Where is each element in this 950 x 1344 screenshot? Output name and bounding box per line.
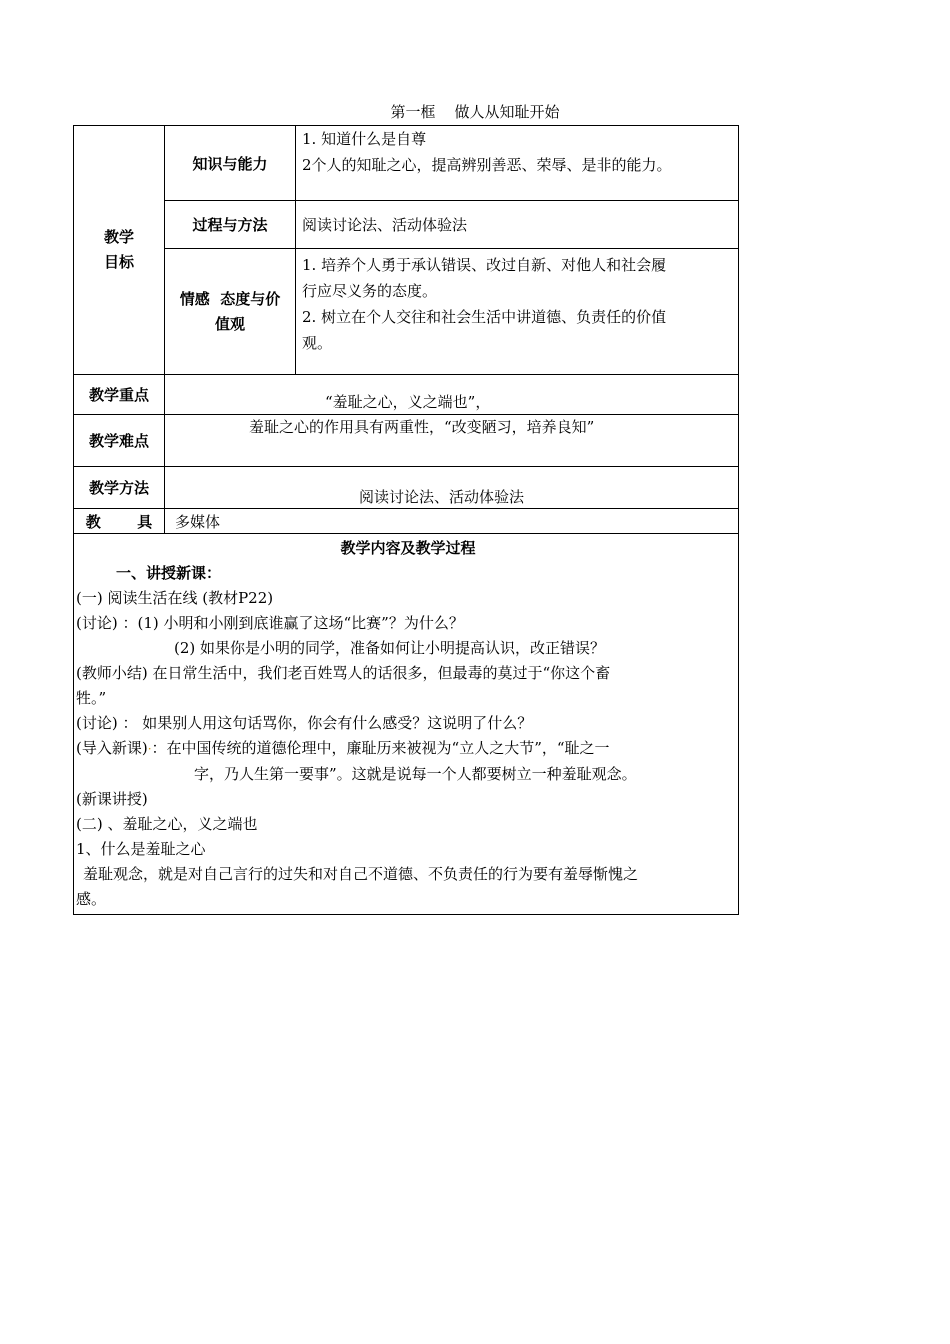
objectives-label-line2: 目标 (103, 253, 134, 271)
tools-content (165, 509, 739, 534)
process-line-8-label: (导入新课) (76, 739, 148, 757)
process-line-13: 羞耻观念，就是对自己言行的过失和对自己不道德、不负责任的行为要有羞辱惭愧之 (83, 865, 639, 883)
objectives-label (74, 126, 165, 375)
method-label: 教学方法 (74, 467, 165, 509)
teaching-process-cell (74, 534, 739, 915)
emotion-label (165, 249, 296, 375)
dot-mark-icon: · (147, 742, 152, 756)
emotion-line-1: 1. 培养个人勇于承认错误、改过自新、对他人和社会履 (302, 256, 667, 274)
difficulty-text: 羞耻之心的作用具有两重性，“改变陋习，培养良知” (249, 418, 595, 436)
emotion-label-line2: 值观 (214, 314, 245, 333)
key-point-text: “羞耻之心，义之端也”， (325, 393, 491, 411)
emotion-line-3: 2. 树立在个人交往和社会生活中讲道德、负责任的价值 (302, 308, 667, 326)
emotion-label-line1: 情感 态度与价 (179, 289, 281, 308)
difficulty-label: 教学难点 (74, 415, 165, 467)
process-line-8-text: ：在中国传统的道德伦理中，廉耻历来被视为“立人之大节”，“耻之一 (151, 739, 610, 757)
method-text: 阅读讨论法、活动体验法 (359, 488, 525, 506)
process-line-14: 感。 (76, 890, 107, 908)
process-content (296, 201, 739, 249)
key-point-label: 教学重点 (74, 375, 165, 415)
process-line-8 (76, 736, 730, 762)
knowledge-label: 知识与能力 (165, 126, 296, 201)
process-line-10: (新课讲授) (76, 790, 148, 808)
tools-text: 多媒体 (175, 512, 221, 531)
tools-label: 教 具 (74, 509, 165, 534)
lesson-plan-table (73, 125, 739, 915)
knowledge-line-2: 2个人的知耻之心，提高辨别善恶、荣辱、是非的能力。 (302, 156, 672, 174)
knowledge-content (296, 126, 739, 201)
emotion-line-2: 行应尽义务的态度。 (302, 282, 438, 300)
objectives-label-line1: 教学 (103, 228, 134, 246)
process-line-5: (教师小结) 在日常生活中，我们老百姓骂人的话很多，但最毒的莫过于“你这个畜 (76, 664, 611, 682)
process-line-2: (一) 阅读生活在线 (教材P22) (76, 589, 274, 607)
method-content (165, 467, 739, 509)
knowledge-line-1: 1. 知道什么是自尊 (302, 130, 427, 148)
process-line-6: 牲。” (76, 689, 107, 707)
process-heading: 教学内容及教学过程 (340, 539, 476, 557)
process-line-11: (二) 、羞耻之心，义之端也 (76, 815, 258, 833)
difficulty-content (165, 415, 739, 467)
process-line-3: (讨论) ：(1) 小明和小刚到底谁赢了这场“比赛”？为什么？ (76, 614, 464, 632)
emotion-content (296, 249, 739, 375)
emotion-line-4: 观。 (302, 334, 333, 352)
process-label: 过程与方法 (165, 201, 296, 249)
process-line-4: (2) 如果你是小明的同学，准备如何让小明提高认识，改正错误？ (174, 639, 606, 657)
process-line-12: 1、什么是羞耻之心 (76, 840, 206, 858)
process-line-7: (讨论) ： 如果别人用这句话骂你，你会有什么感受？这说明了什么？ (76, 714, 533, 732)
document-title: 第一框 做人从知耻开始 (390, 103, 560, 121)
process-text: 阅读讨论法、活动体验法 (302, 215, 468, 234)
key-point-content (165, 375, 739, 415)
process-line-9: 字，乃人生第一要事”。这就是说每一个人都要树立一种羞耻观念。 (194, 765, 637, 783)
process-line-1: 一、讲授新课： (116, 564, 222, 582)
